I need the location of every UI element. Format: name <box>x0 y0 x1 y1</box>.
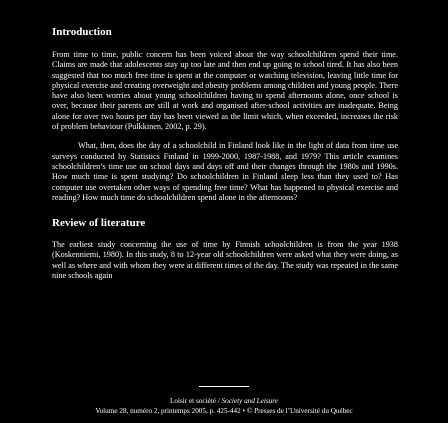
footer-journal-line <box>40 397 408 407</box>
introduction-paragraph-1: From time to time, public concern has been voiced about the way schoolchildren spend their time. Claims are made that adolescents stay up too late and then end up going to school tired. It has also been suggested that too much free time is spent at the computer or watching television, leaving little time for physical exercise and creating overweight and obesity problems among children and young people. There have also been worries about young schoolchildren having to spend afternoons alone, once school is over, because their parents are still at work and organised after-school activities are inadequate. Being alone for over two hours per day has been viewed as the limit which, when exceeded, increases the risk of problem behaviour (Pulkkinen, 2002, p. 29). <box>52 50 398 132</box>
footer-journal-prefix: Loisir et société / <box>170 397 222 405</box>
footer-volume-line: Volume 28, numéro 2, printemps 2005, p. 425-442 • © Presses de l’Université du Québec <box>95 406 353 415</box>
paragraph-gap <box>52 132 398 141</box>
introduction-paragraph-2: What, then, does the day of a schoolchild in Finland look like in the light of data from time use surveys conducted by Statistics Finland in 1999-2000, 1987-1988, and 1979? This article examines schoolchildren’s time use on school days and days off and their changes through the 1980s and 1990s. How much time is spent studying? Do schoolchildren in Finland sleep less than they used to? Has computer use overtaken other ways of spending free time? What has happened to physical exercise and reading? How much time do schoolchildren spend alone in the afternoons? <box>52 141 398 202</box>
review-paragraph-1: The earliest study concerning the use of time by Finnish schoolchildren is from the year 1938 (Koskenniemi, 1980). In this study, 8 to 12-year old schoolchildren were asked what they were doing, as well as where and with whom they were at different times of the day. The study was repeated in the same nine schools again <box>52 240 398 281</box>
footer-divider <box>199 386 249 387</box>
page-footer <box>40 397 408 416</box>
footer-journal-title: Society and Leisure <box>221 397 278 405</box>
section-heading-review: Review of literature <box>52 217 146 230</box>
section-heading-introduction: Introduction <box>52 26 112 38</box>
article-body <box>52 25 398 281</box>
